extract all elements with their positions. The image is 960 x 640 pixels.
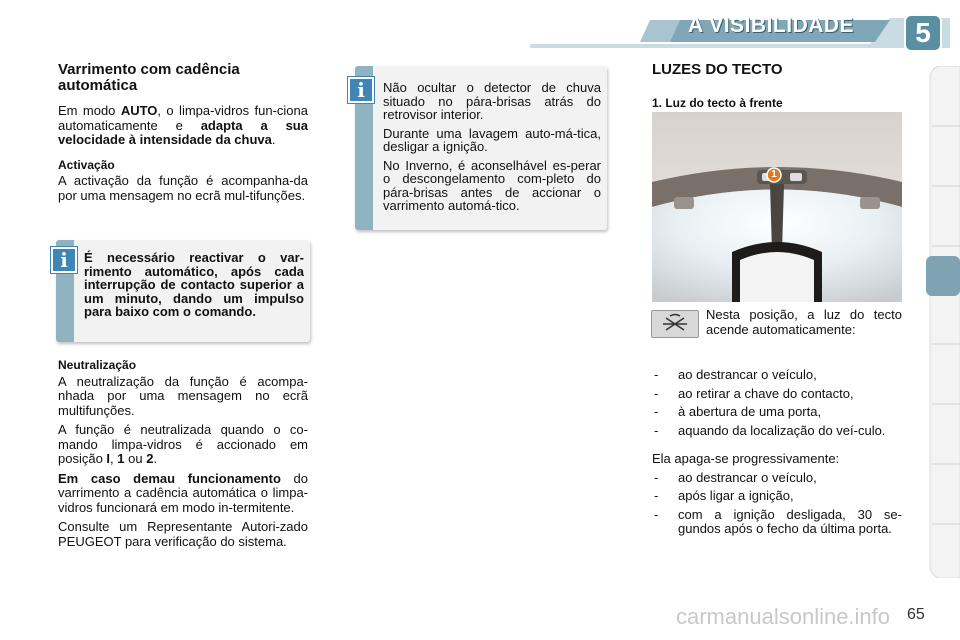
right-column-lists xyxy=(652,368,902,541)
position-1: 1 xyxy=(117,451,125,466)
watermark: carmanualsonline.info xyxy=(676,604,891,629)
intro-bold-text: adapta a sua velocidade à intensidade da chuva xyxy=(58,117,308,147)
car-wash-text: Durante uma lavagem auto-má-tica, desligar a ignição. xyxy=(383,125,601,154)
ceiling-light-photo xyxy=(652,112,902,302)
info-box-content xyxy=(383,81,601,213)
list-item: - à abertura de uma porta, xyxy=(652,405,902,420)
activation-title: Activação xyxy=(58,157,115,172)
light-marker-label: 1 xyxy=(771,169,777,180)
fault-bold: Em caso demau funcionamento xyxy=(58,470,281,486)
fault-text: do varrimento a cadência automática o limpa-vidros funcionará em modo in-termitente. xyxy=(58,470,309,515)
list-item: - ao destrancar o veículo, xyxy=(652,471,902,486)
light-off-intro: Ela apaga-se progressivamente: xyxy=(652,451,840,466)
neutralization-text-2-body: A função é neutralizada quando o co-mando limpa-vidros é accionado em posição xyxy=(58,422,308,466)
winter-text: No Inverno, é aconselhável es-perar o descongelamento com-pleto do pára-brisas antes de accionar o varrimento automá-tico. xyxy=(383,157,601,213)
activation-text: A activação da função é acompanha-da por uma mensagem no ecrã mul-tifunções. xyxy=(58,173,308,203)
light-on-list xyxy=(652,368,902,438)
sep-2: ou xyxy=(124,451,147,466)
courtesy-light-switch-icon xyxy=(651,310,699,338)
intro-text-mid: , o limpa-vidros fun-ciona automaticamente e xyxy=(58,103,308,133)
left-column xyxy=(58,62,308,208)
chapter-tabs xyxy=(926,66,960,578)
fault-paragraph xyxy=(58,472,308,516)
info-box-reactivate xyxy=(56,240,310,342)
intro-text: Em modo xyxy=(58,103,121,118)
neutralization-text-2 xyxy=(58,423,308,467)
section-heading-wiper: Varrimento com cadência automática xyxy=(58,61,240,94)
list-item: - após ligar a ignição, xyxy=(652,489,902,504)
neutralization-title: Neutralização xyxy=(58,358,137,372)
list-item: - ao retirar a chave do contacto, xyxy=(652,387,902,402)
section-heading-lights: LUZES DO TECTO xyxy=(652,61,783,78)
auto-mode-label: AUTO xyxy=(120,103,158,118)
light-off-list xyxy=(652,471,902,537)
page-title: A VISIBILIDADE xyxy=(688,14,855,37)
position-2: 2 xyxy=(146,451,154,466)
rain-sensor-text: Não ocultar o detector de chuva situado no pára-brisas atrás do retrovisor interior. xyxy=(383,80,601,122)
position-I: I xyxy=(106,451,111,466)
neutralization-text-1: A neutralização da função é acompa-nhada por uma mensagem no ecrã multifunções. xyxy=(58,373,308,418)
info-icon: i xyxy=(348,77,374,103)
intro-paragraph xyxy=(58,104,308,148)
list-item: - com a ignição desligada, 30 se-gundos após o fecho da última porta. xyxy=(652,508,902,537)
sep-end: . xyxy=(153,451,158,466)
list-item: - aquando da localização do veí-culo. xyxy=(652,424,902,439)
position-text: Nesta posição, a luz do tecto acende automaticamente: xyxy=(706,307,902,337)
info-box-rain-sensor xyxy=(355,66,607,230)
info-icon: i xyxy=(51,247,77,273)
front-light-subheading: 1. Luz do tecto à frente xyxy=(652,96,783,110)
consult-paragraph: Consulte um Representante Autori-zado PEUGEOT para verificação do sistema. xyxy=(58,519,308,549)
page-number: 65 xyxy=(907,606,925,623)
sep-1: , xyxy=(110,451,118,466)
intro-text-end: . xyxy=(271,132,276,147)
chapter-number: 5 xyxy=(915,17,931,48)
info-text-reactivate: É necessário reactivar o var-rimento automático, após cada interrupção de contacto superior a um minuto, dando um impulso para baixo com o comando. xyxy=(84,250,304,319)
left-column-lower xyxy=(58,358,308,554)
right-column-top xyxy=(652,62,902,113)
list-item: - ao destrancar o veículo, xyxy=(652,368,902,383)
